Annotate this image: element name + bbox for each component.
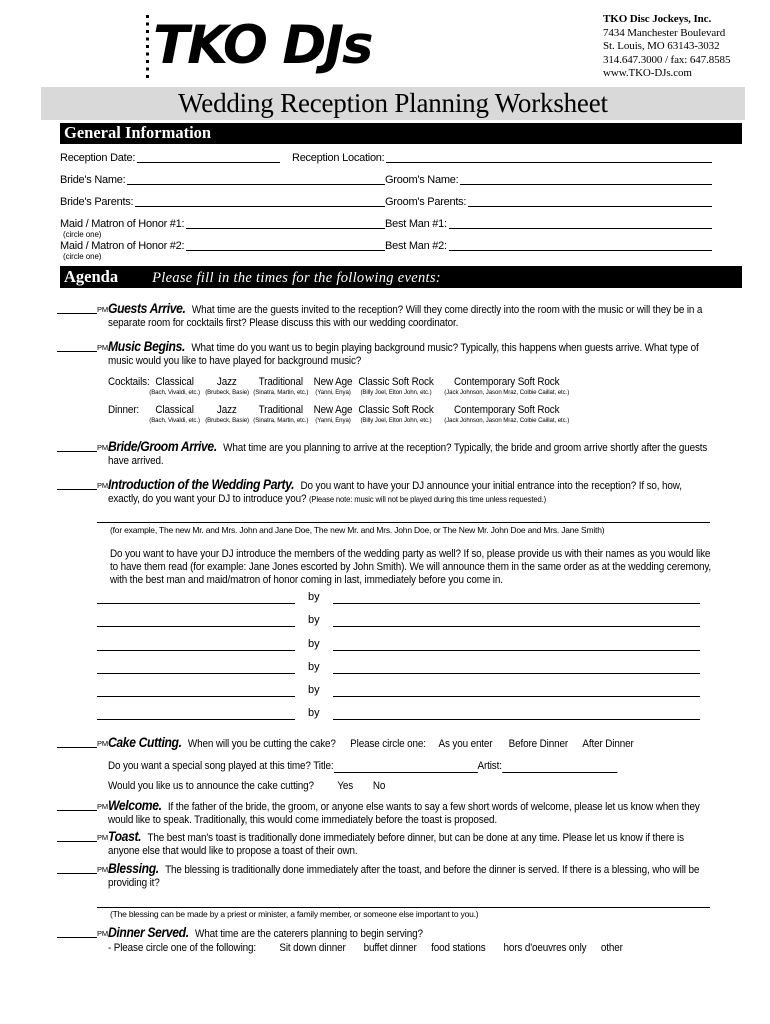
- song-artist-label: Artist:: [477, 760, 502, 772]
- music-row-label: Dinner:: [108, 404, 139, 416]
- by-label: by: [308, 591, 320, 603]
- fill-in-line: [186, 218, 385, 229]
- event-blessing: [57, 862, 712, 890]
- wedding-party-name-row: [97, 661, 700, 674]
- fill-in-line: [468, 196, 712, 207]
- company-name: TKO Disc Jockeys, Inc.: [603, 13, 712, 25]
- time-blank: [57, 862, 108, 874]
- event-toast: [57, 830, 712, 858]
- form-row-names: [60, 174, 712, 187]
- fill-in-line: [97, 685, 295, 697]
- event-guests-arrive: [57, 302, 712, 330]
- pm-label: PM: [96, 480, 108, 490]
- event-text: Do you want to have your DJ announce your initial entrance into the reception? If so, how, exactly, do you want your DJ to introduce you?: [108, 480, 682, 505]
- time-blank: [57, 340, 108, 352]
- event-title: Music Begins.: [108, 339, 186, 354]
- field-best-man-2: [385, 240, 712, 253]
- song-title-label: Do you want a special song played at this time? Title:: [108, 760, 334, 772]
- field-best-man-1: [385, 218, 712, 231]
- fill-in-line: [57, 799, 97, 811]
- dinner-option-other: other: [600, 942, 623, 954]
- circle-one-label: Please circle one:: [350, 738, 426, 750]
- music-option: Jazz (Brubeck, Basie): [205, 376, 249, 396]
- event-text: The blessing is traditionally done immediately after the toast, and before the dinner is served. If there is a blessing, who will be providing it?: [108, 864, 700, 889]
- pm-label: PM: [96, 801, 108, 811]
- music-row-dinner: [108, 404, 628, 425]
- wedding-party-name-row: [97, 591, 700, 604]
- fill-in-line: [449, 240, 712, 251]
- section-heading-agenda: [60, 266, 742, 288]
- pm-label: PM: [96, 928, 108, 938]
- field-label: Groom's Parents:: [385, 196, 467, 208]
- circle-one-label: - Please circle one of the following:: [108, 942, 256, 954]
- music-option: Classical (Bach, Vivaldi, etc.): [149, 376, 200, 396]
- fill-in-line: [97, 615, 295, 627]
- form-row-honor1: [60, 218, 712, 231]
- dinner-option-hors-doeuvres: hors d'oeuvres only: [503, 942, 587, 954]
- fill-in-line: [57, 830, 97, 842]
- event-text: What time are you planning to arrive at the reception? Typically, the bride and groom arrive shortly after the guests have arrived.: [108, 442, 708, 467]
- by-label: by: [308, 638, 320, 650]
- cake-option-before-dinner: Before Dinner: [508, 738, 568, 750]
- music-option: Classic Soft Rock (Billy Joel, Elton John, etc.): [358, 376, 434, 396]
- field-brides-parents: [60, 196, 385, 209]
- cake-question: When will you be cutting the cake?: [187, 738, 336, 750]
- form-row-parents: [60, 196, 712, 209]
- event-title: Cake Cutting.: [108, 735, 182, 750]
- field-label: Maid / Matron of Honor #1:: [60, 218, 185, 230]
- event-introduction: [57, 478, 712, 506]
- form-row-honor2: [60, 240, 712, 253]
- fill-in-line: [57, 340, 97, 352]
- field-label: Groom's Name:: [385, 174, 459, 186]
- company-address-line2: St. Louis, MO 63143-3032: [603, 40, 720, 52]
- event-cake-cutting: [57, 736, 712, 793]
- time-blank: [57, 830, 108, 842]
- music-option: Classic Soft Rock (Billy Joel, Elton John, etc.): [358, 404, 434, 424]
- pm-label: PM: [96, 442, 108, 452]
- fill-in-line: [333, 592, 700, 604]
- music-option: Jazz (Brubeck, Basie): [205, 404, 249, 424]
- fill-in-line: [97, 708, 295, 720]
- field-grooms-parents: [385, 196, 712, 209]
- fill-in-line: [57, 478, 97, 490]
- music-option: Traditional (Sinatra, Martin, etc.): [253, 404, 309, 424]
- by-label: by: [308, 684, 320, 696]
- event-title: Toast.: [108, 829, 142, 844]
- field-maid-matron-2: [60, 240, 385, 253]
- cake-option-after-dinner: After Dinner: [582, 738, 634, 750]
- fill-in-line: [57, 862, 97, 874]
- event-title: Bride/Groom Arrive.: [108, 439, 217, 454]
- dinner-line1: [108, 926, 712, 941]
- event-text: What time do you want us to begin playing background music? Typically, this happens when guests arrive. What type of music would you like to have played for background music?: [108, 342, 699, 367]
- section-heading-general-label: General Information: [64, 123, 212, 142]
- company-phone-fax: 314.647.3000 / fax: 647.8585: [603, 53, 731, 66]
- pm-label: PM: [96, 864, 108, 874]
- fill-in-line-blessing: [97, 896, 710, 908]
- fill-in-line: [460, 174, 712, 185]
- music-option: Contemporary Soft Rock (Jack Johnson, Jason Mraz, Colbie Caillat, etc.): [444, 376, 570, 396]
- page-title: Wedding Reception Planning Worksheet: [41, 87, 745, 120]
- event-title: Guests Arrive.: [108, 301, 186, 316]
- event-dinner-served: [57, 926, 712, 955]
- introduction-example-note: (for example, The new Mr. and Mrs. John and Jane Doe, The new Mr. and Mrs. John Doe, or The New Mr. John Doe and Mrs. Jane Smith): [110, 525, 605, 535]
- time-blank: [57, 736, 108, 748]
- by-label: by: [308, 614, 320, 626]
- music-option: Contemporary Soft Rock (Jack Johnson, Jason Mraz, Colbie Caillat, etc.): [444, 404, 570, 424]
- music-option: New Age (Yanni, Enya): [313, 376, 353, 396]
- field-grooms-name: [385, 174, 712, 187]
- dotted-line-decoration: [146, 15, 149, 79]
- music-option: New Age (Yanni, Enya): [313, 404, 353, 424]
- wedding-party-name-row: [97, 707, 700, 720]
- fill-in-line: [57, 926, 97, 938]
- event-title: Introduction of the Wedding Party.: [108, 477, 295, 492]
- circle-one-note: (circle one): [63, 252, 102, 261]
- introduction-paragraph: Do you want to have your DJ introduce the members of the wedding party as well? If so, please provide us with their names as you would like to have them read (for example: Jane Jones escorted by John Smith). We will announce them in the same order as at the wedding ceremony, with the best man and maid/matron of honor coming in last, immediately before you come in.: [110, 548, 712, 586]
- fill-in-line: [333, 761, 477, 773]
- fill-in-line: [97, 592, 295, 604]
- music-option: Traditional (Sinatra, Martin, etc.): [253, 376, 309, 396]
- music-row-cocktails: [108, 376, 628, 397]
- fill-in-line: [449, 218, 712, 229]
- cake-song-row: [108, 760, 712, 773]
- fill-in-line: [57, 736, 97, 748]
- event-text: If the father of the bride, the groom, or anyone else wants to say a few short words of welcome, please let us know when they would like to speak. Traditionally, this would come immediately before the toast is proposed.: [108, 801, 700, 826]
- pm-label: PM: [96, 832, 108, 842]
- fill-in-line: [137, 152, 280, 163]
- fill-in-line: [333, 615, 700, 627]
- fill-in-line: [57, 302, 97, 314]
- announce-question: Would you like us to announce the cake cutting?: [108, 780, 314, 792]
- event-title: Blessing.: [108, 861, 159, 876]
- blessing-note: (The blessing can be made by a priest or minister, a family member, or someone else important to you.): [110, 909, 479, 919]
- cake-option-as-you-enter: As you enter: [438, 738, 493, 750]
- wedding-party-name-row: [97, 684, 700, 697]
- agenda-subheading: Please fill in the times for the following events:: [152, 270, 441, 286]
- field-label: Bride's Name:: [60, 174, 126, 186]
- logo-text: TKO DJs: [153, 15, 372, 76]
- fill-in-line: [186, 240, 385, 251]
- field-brides-name: [60, 174, 385, 187]
- event-note: (Please note: music will not be played during this time unless requested.): [308, 494, 547, 504]
- wedding-party-name-row: [97, 638, 700, 651]
- form-row-reception: [60, 152, 712, 165]
- fill-in-line: [57, 440, 97, 452]
- field-label: Reception Location:: [292, 152, 385, 164]
- section-heading-general: [60, 123, 742, 144]
- fill-in-line: [333, 685, 700, 697]
- company-address-line1: 7434 Manchester Boulevard: [603, 26, 726, 39]
- dinner-option-buffet: buffet dinner: [363, 942, 417, 954]
- by-label: by: [308, 661, 320, 673]
- event-bride-groom-arrive: [57, 440, 712, 468]
- fill-in-line: [386, 152, 712, 163]
- event-text: What time are the caterers planning to begin serving?: [195, 928, 423, 940]
- fill-in-line: [333, 662, 700, 674]
- company-website: www.TKO-DJs.com: [603, 67, 692, 79]
- field-label: Bride's Parents:: [60, 196, 134, 208]
- field-reception-date: [60, 152, 292, 165]
- fill-in-line: [127, 174, 385, 185]
- yes-option: Yes: [337, 780, 354, 792]
- fill-in-line: [333, 639, 700, 651]
- pm-label: PM: [96, 304, 108, 314]
- event-welcome: [57, 799, 712, 827]
- dinner-option-food-stations: food stations: [431, 942, 486, 954]
- fill-in-line: [97, 639, 295, 651]
- field-label: Best Man #1:: [385, 218, 447, 230]
- music-row-label: Cocktails:: [108, 376, 150, 388]
- fill-in-line: [502, 761, 617, 773]
- time-blank: [57, 799, 108, 811]
- field-label: Best Man #2:: [385, 240, 447, 252]
- pm-label: PM: [96, 738, 108, 748]
- time-blank: [57, 302, 108, 314]
- wedding-party-name-row: [97, 614, 700, 627]
- circle-one-note: (circle one): [63, 230, 102, 239]
- field-label: Maid / Matron of Honor #2:: [60, 240, 185, 252]
- time-blank: [57, 926, 108, 938]
- cake-announce-row: [108, 780, 712, 793]
- field-label: Reception Date:: [60, 152, 136, 164]
- field-maid-matron-1: [60, 218, 385, 231]
- pm-label: PM: [96, 342, 108, 352]
- no-option: No: [372, 780, 386, 792]
- event-music-begins: [57, 340, 712, 368]
- event-text: What time are the guests invited to the reception? Will they come directly into the room with the music or will they be in a separate room for cocktails first? Please discuss this with our wedding coordinator.: [108, 304, 703, 329]
- dinner-options-row: [108, 942, 712, 955]
- time-blank: [57, 478, 108, 490]
- section-heading-agenda-label: Agenda: [64, 267, 119, 286]
- time-blank: [57, 440, 108, 452]
- dinner-option-sit-down: Sit down dinner: [279, 942, 346, 954]
- fill-in-line: [135, 196, 385, 207]
- music-option: Classical (Bach, Vivaldi, etc.): [149, 404, 200, 424]
- fill-in-line: [97, 662, 295, 674]
- music-style-menu: [108, 376, 628, 432]
- event-title: Dinner Served.: [108, 925, 189, 940]
- fill-in-line-introduction: [97, 511, 710, 523]
- field-reception-location: [292, 152, 712, 165]
- company-info-block: [603, 13, 730, 81]
- event-title: Welcome.: [108, 798, 162, 813]
- fill-in-line: [333, 708, 700, 720]
- event-text: The best man's toast is traditionally done immediately before dinner, but can be done at any time. Please let us know if there is anyone else that would like to propose a toast of their own.: [108, 832, 684, 857]
- cake-cutting-line1: [108, 736, 712, 751]
- by-label: by: [308, 707, 320, 719]
